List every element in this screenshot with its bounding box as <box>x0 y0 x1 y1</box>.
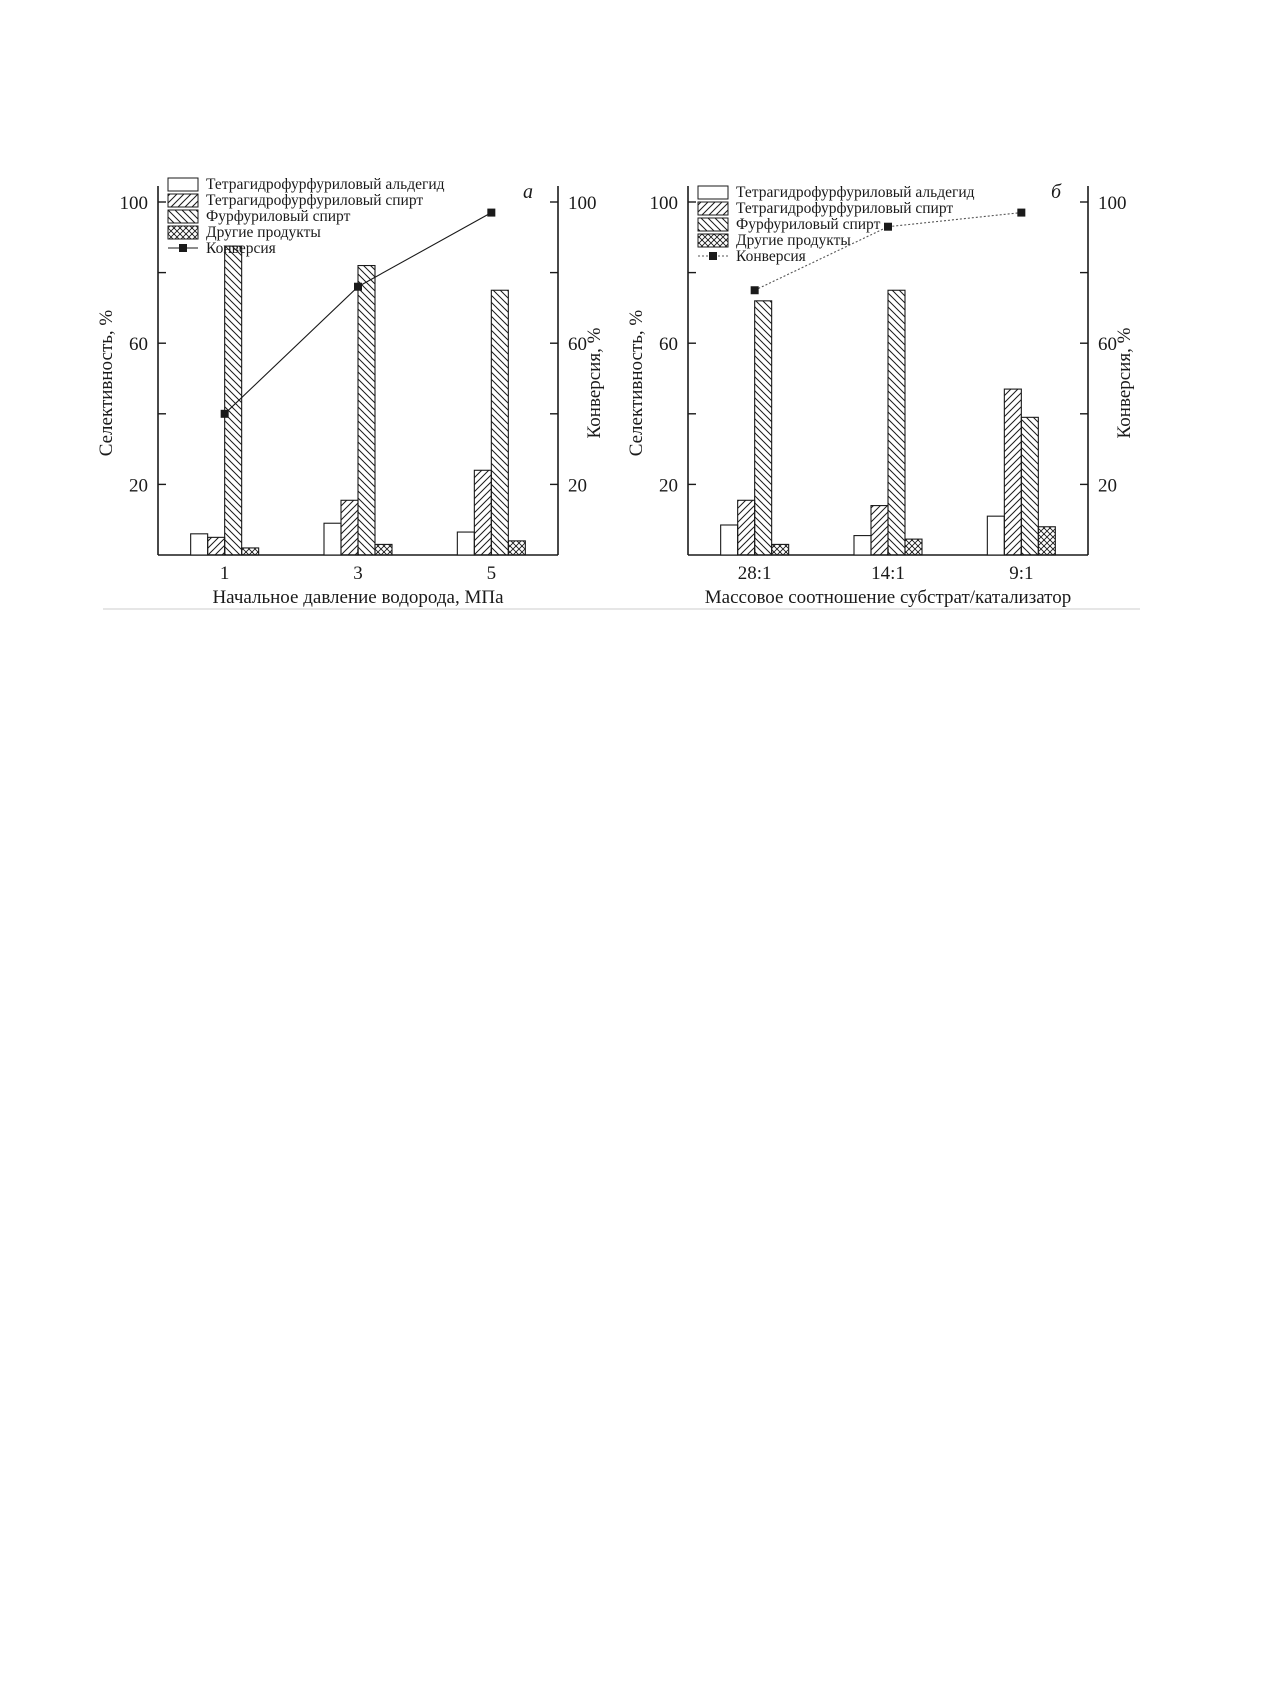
y-tick-label-right: 20 <box>1098 475 1117 497</box>
panel-b <box>626 181 1135 608</box>
x-tick-label: 14:1 <box>871 563 905 584</box>
conversion-point <box>221 410 229 418</box>
y-tick-label-right: 60 <box>1098 334 1117 356</box>
bar <box>755 301 772 555</box>
bar <box>772 544 789 555</box>
x-tick-label: 9:1 <box>1009 563 1034 584</box>
legend-label: Тетрагидрофурфуриловый альдегид <box>736 184 975 201</box>
legend-label: Конверсия <box>206 240 276 257</box>
legend-swatch <box>698 234 728 247</box>
bar <box>854 536 871 555</box>
y-axis-title: Селективность, % <box>96 309 117 457</box>
bar <box>888 290 905 555</box>
bar <box>491 290 508 555</box>
conversion-point <box>1017 209 1025 217</box>
bar <box>457 532 474 555</box>
legend-swatch <box>168 210 198 223</box>
figure <box>0 0 1270 640</box>
bar <box>242 548 259 555</box>
panel-letter: б <box>1050 181 1062 203</box>
bar <box>358 266 375 555</box>
y-tick-label-left: 100 <box>119 193 148 214</box>
y-tick-label-left: 60 <box>659 334 678 356</box>
legend-label: Тетрагидрофурфуриловый спирт <box>206 192 424 209</box>
y-tick-label-right: 100 <box>1098 193 1127 214</box>
panel-letter: а <box>523 181 533 203</box>
legend-label: Тетрагидрофурфуриловый спирт <box>736 200 954 217</box>
conversion-point <box>487 209 495 217</box>
y-tick-label-left: 60 <box>129 334 148 356</box>
bar <box>508 541 525 555</box>
legend-marker <box>179 244 187 252</box>
x-tick-label: 5 <box>486 563 497 584</box>
conversion-point <box>751 286 759 294</box>
y-tick-label-left: 20 <box>129 475 148 497</box>
x-tick-label: 28:1 <box>737 563 772 584</box>
x-tick-label: 1 <box>219 563 230 584</box>
x-axis-title: Начальное давление водорода, МПа <box>212 587 504 608</box>
legend-label: Конверсия <box>736 248 806 265</box>
y-axis-title: Селективность, % <box>626 309 647 457</box>
bar <box>324 523 341 555</box>
bar <box>341 500 358 555</box>
legend-swatch <box>168 194 198 207</box>
bar <box>987 516 1004 555</box>
conversion-point <box>354 283 362 291</box>
legend-label: Другие продукты <box>736 232 851 249</box>
bar <box>191 534 208 555</box>
y2-axis-title: Конверсия, % <box>584 327 605 439</box>
legend-swatch <box>698 202 728 215</box>
x-axis-title: Массовое соотношение субстрат/катализатор <box>704 587 1072 608</box>
bar <box>1021 417 1038 555</box>
conversion-point <box>884 223 892 231</box>
legend-label: Другие продукты <box>206 224 321 241</box>
bar <box>1038 527 1055 555</box>
bar <box>721 525 738 555</box>
bar <box>905 539 922 555</box>
bar <box>871 506 888 555</box>
panel-a <box>96 176 605 608</box>
legend-marker <box>709 252 717 260</box>
y-tick-label-right: 20 <box>568 475 587 497</box>
bar <box>1004 389 1021 555</box>
bar <box>738 500 755 555</box>
y-tick-label-right: 60 <box>568 334 587 356</box>
legend-swatch <box>168 226 198 239</box>
legend-label: Фурфуриловый спирт <box>736 216 881 233</box>
legend-label: Тетрагидрофурфуриловый альдегид <box>206 176 445 193</box>
legend-swatch <box>698 218 728 231</box>
y-tick-label-left: 100 <box>649 193 678 214</box>
bar <box>474 470 491 555</box>
legend-swatch <box>698 186 728 199</box>
legend-label: Фурфуриловый спирт <box>206 208 351 225</box>
y2-axis-title: Конверсия, % <box>1114 327 1135 439</box>
y-tick-label-right: 100 <box>568 193 597 214</box>
bar <box>208 537 225 555</box>
legend-swatch <box>168 178 198 191</box>
bar <box>375 544 392 555</box>
y-tick-label-left: 20 <box>659 475 678 497</box>
x-tick-label: 3 <box>353 563 363 584</box>
